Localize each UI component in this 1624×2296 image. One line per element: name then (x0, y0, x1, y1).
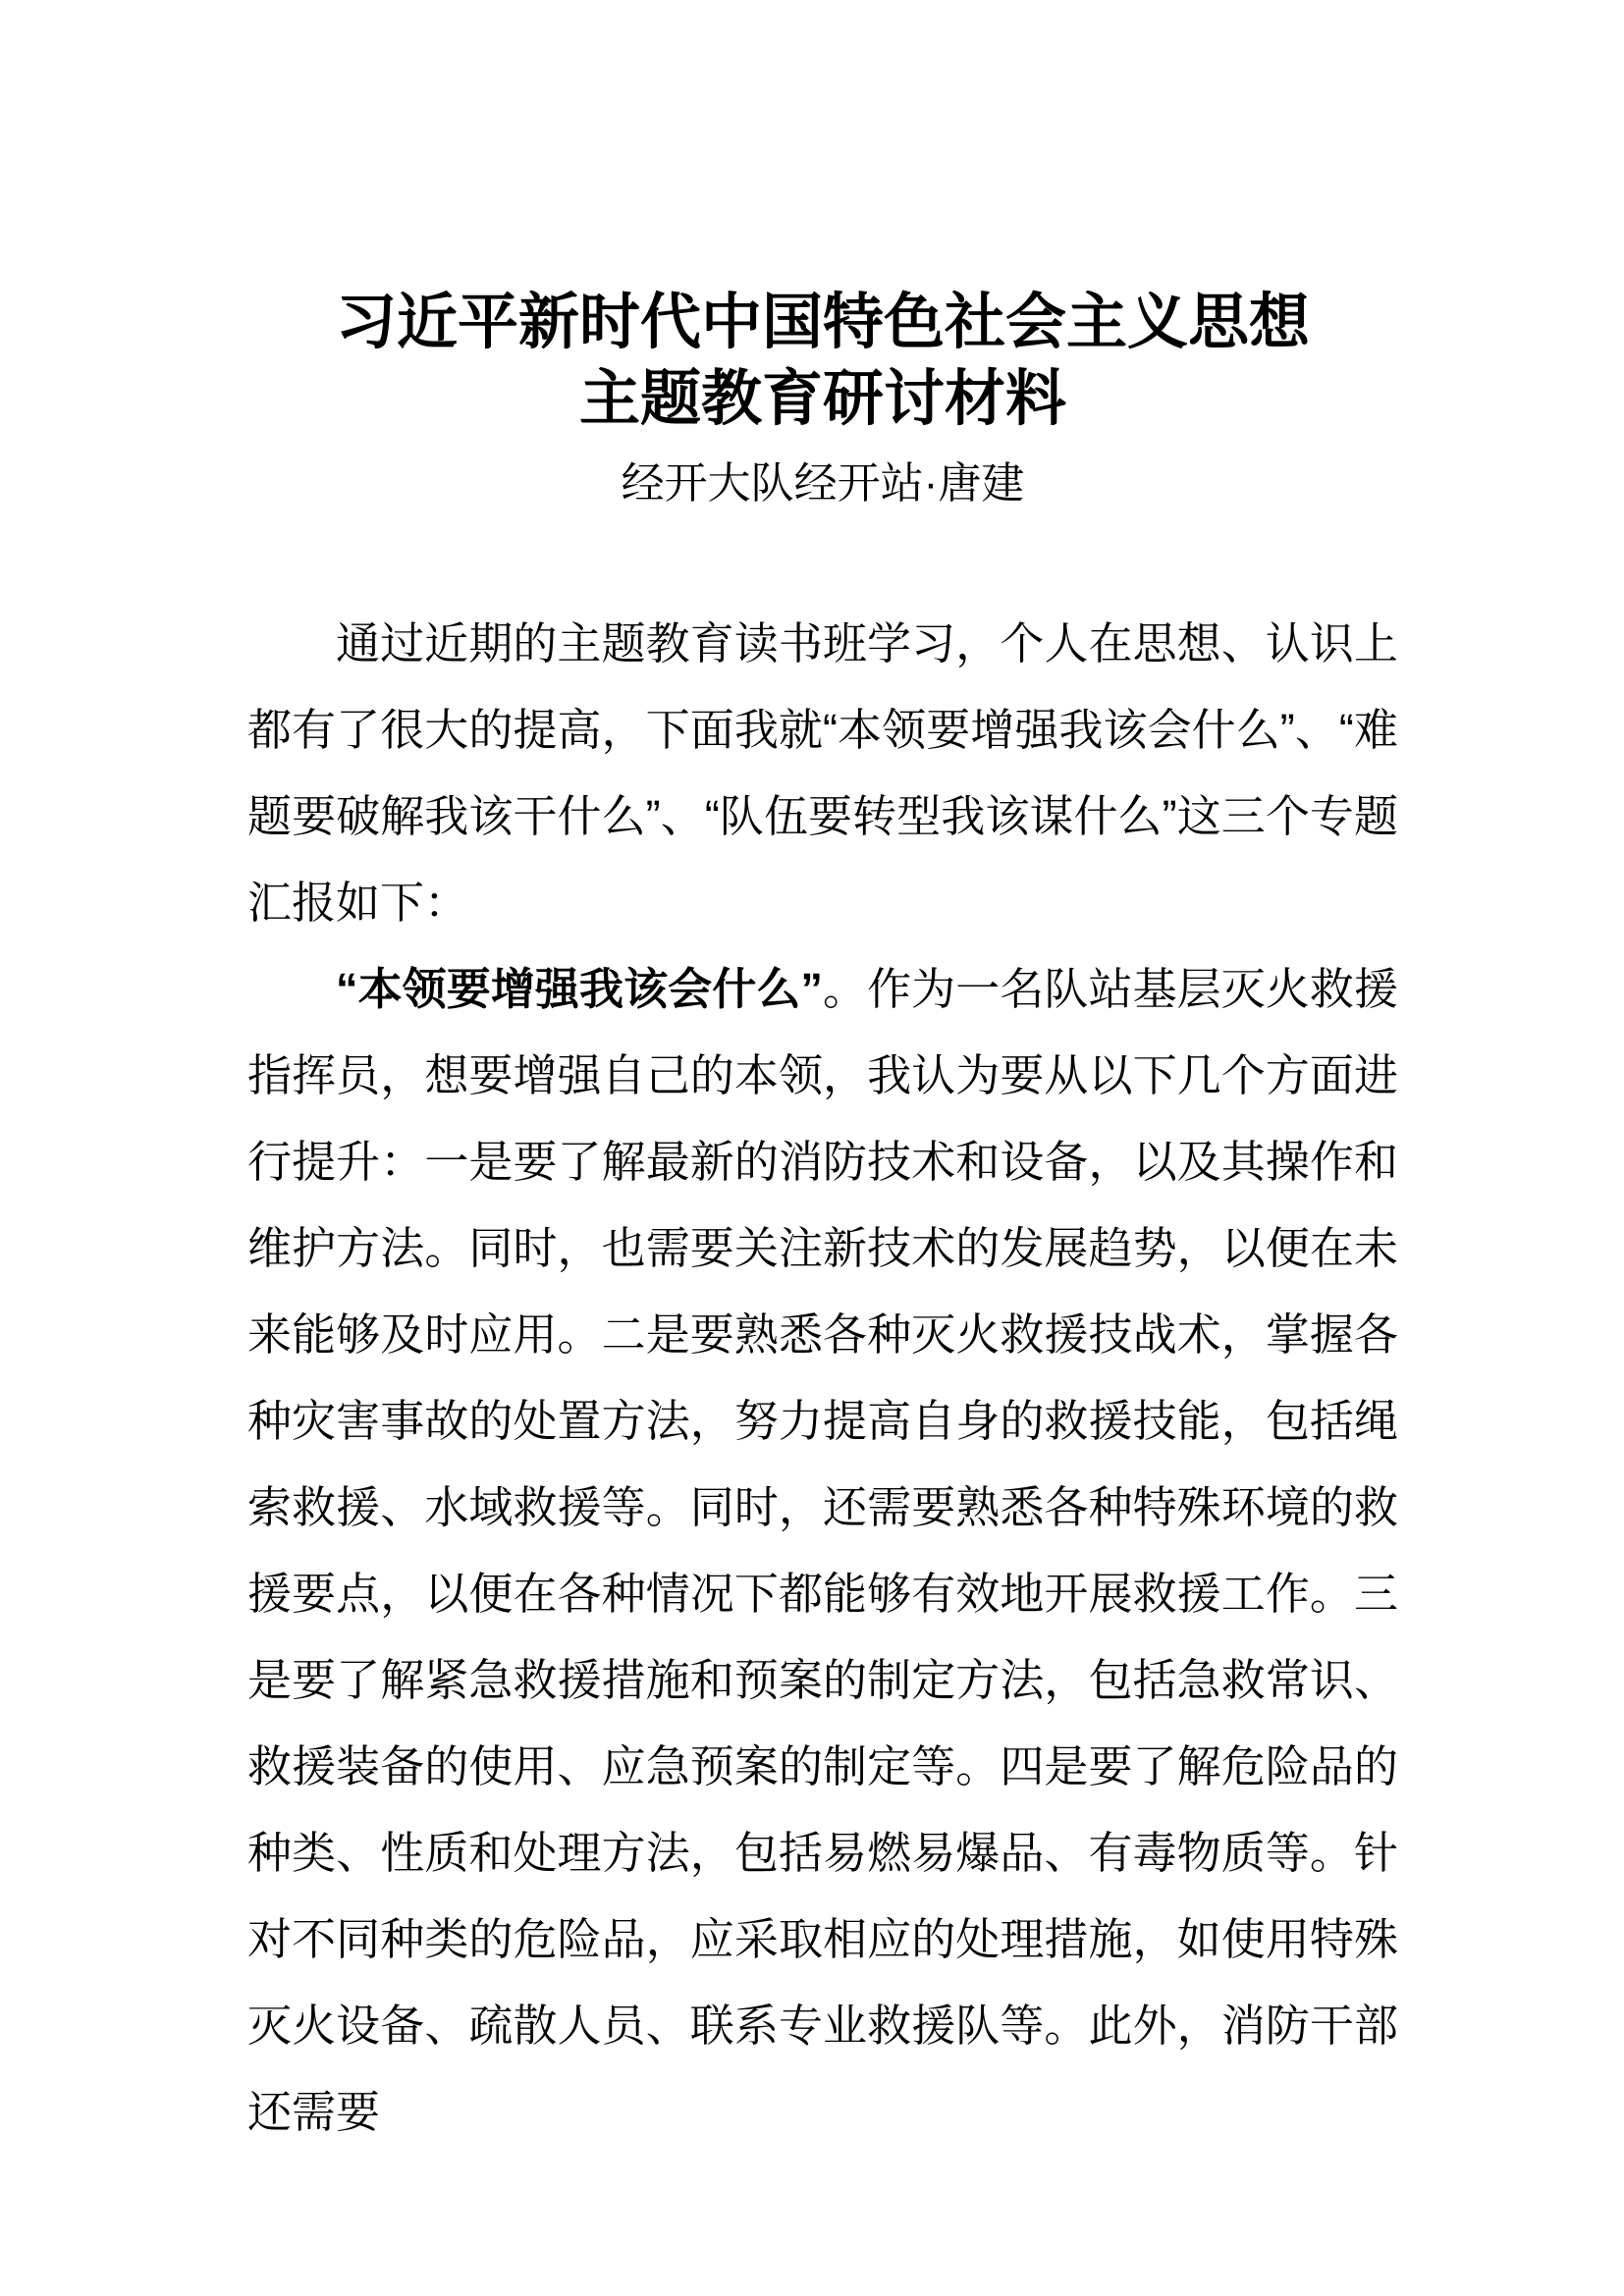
text-run: 。作为一名队站基层灭火救援指挥员，想要增强自己的本领，我认为要从以下几个方面进行提升：一是要了解最新的消防技术和设备，以及其操作和维护方法。同时，也需要关注新技术的发展趋势，以便在未来能够及时应用。二是要熟悉各种灭火救援技战术，掌握各种灾害事故的处置方法，努力提高自身的救援技能，包括绳索救援、水域救援等。同时，还需要熟悉各种特殊环境的救援要点，以便在各种情况下都能够有效地开展救援工作。三是要了解紧急救援措施和预案的制定方法，包括急救常识、救援装备的使用、应急预案的制定等。四是要了解危险品的种类、性质和处理方法，包括易燃易爆品、有毒物质等。针对不同种类的危险品，应采取相应的处理措施，如使用特殊灭火设备、疏散人员、联系专业救援队等。此外，消防干部还需要 (247, 964, 1398, 2137)
document-body (247, 601, 1398, 2156)
bold-text-run: “本领要增强我该会什么” (336, 964, 823, 1014)
text-run: 通过近期的主题教育读书班学习，个人在思想、认识上都有了很大的提高，下面我就“本领要增强我该会什么”、“难题要破解我该干什么”、“队伍要转型我该谋什么”这三个专题汇报如下： (247, 618, 1398, 928)
document-title-line-2: 主题教育研讨材料 (578, 365, 1066, 433)
paragraph (247, 601, 1398, 946)
document-title (247, 285, 1398, 438)
paragraph (247, 946, 1398, 2156)
document-content (247, 0, 1398, 2156)
document-byline: 经开大队经开站·唐建 (621, 459, 1025, 507)
document-title-line-1: 习近平新时代中国特色社会主义思想 (335, 289, 1310, 356)
